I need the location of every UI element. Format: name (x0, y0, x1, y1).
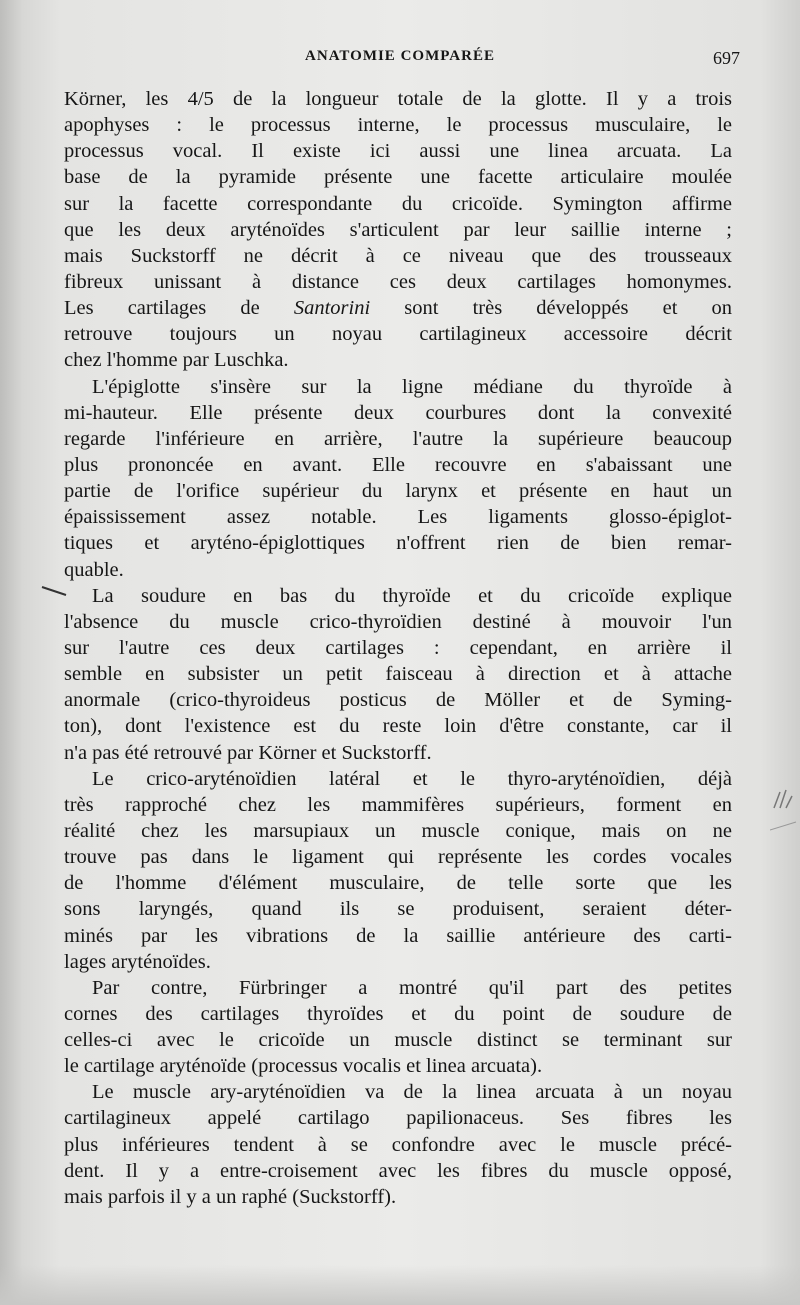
body-text (64, 86, 732, 1210)
text-line: regarde l'inférieure en arrière, l'autre la supérieure beaucoup (64, 427, 732, 450)
running-head (60, 48, 740, 72)
text-line: minés par les vibrations de la saillie antérieure des carti- (64, 924, 732, 947)
text-line: apophyses : le processus interne, le processus musculaire, le (64, 114, 732, 137)
pencil-mark-icon (40, 583, 70, 599)
text-line: épaississement assez notable. Les ligaments glosso-épiglot- (64, 506, 732, 529)
running-title: ANATOMIE COMPARÉE (305, 48, 495, 64)
text-line: sur l'autre ces deux cartilages : cependant, en arrière il (64, 636, 732, 659)
text-line: mi-hauteur. Elle présente deux courbures dont la convexité (64, 401, 732, 424)
text-line: dent. Il y a entre-croisement avec les fibres du muscle opposé, (64, 1159, 732, 1182)
text-line: processus vocal. Il existe ici aussi une linea arcuata. La (64, 140, 732, 163)
text-line: le cartilage aryténoïde (processus vocalis et linea arcuata). (64, 1055, 543, 1078)
text-line: ton), dont l'existence est du reste loin d'être constante, car il (64, 715, 732, 738)
text-segment: Les cartilages de (64, 297, 260, 320)
text-line-santorini (64, 295, 732, 321)
text-line: fibreux unissant à distance ces deux cartilages homonymes. (64, 270, 732, 293)
italic-name-santorini: Santorini (293, 297, 371, 320)
page-bottom-shadow (0, 1265, 800, 1305)
page-number: 697 (713, 48, 740, 68)
paragraph-start: La soudure en bas du thyroïde et du cricoïde explique (92, 584, 732, 607)
paragraph-start: L'épiglotte s'insère sur la ligne médiane du thyroïde à (92, 375, 732, 398)
text-line: chez l'homme par Luschka. (64, 349, 289, 372)
text-line: très rapproché chez les mammifères supérieurs, forment en (64, 793, 732, 816)
paragraph-start: Le crico-aryténoïdien latéral et le thyro-aryténoïdien, déjà (92, 767, 732, 790)
text-line: de l'homme d'élément musculaire, de telle sorte que les (64, 872, 732, 895)
text-line: base de la pyramide présente une facette articulaire moulée (64, 166, 732, 189)
text-line: anormale (crico-thyroideus posticus de Möller et de Syming- (64, 689, 732, 712)
text-line: trouve pas dans le ligament qui représente les cordes vocales (64, 846, 732, 869)
text-line: semble en subsister un petit faisceau à direction et à attache (64, 663, 732, 686)
text-line: mais Suckstorff ne décrit à ce niveau que des trousseaux (64, 244, 732, 267)
text-line: mais parfois il y a un raphé (Suckstorff). (64, 1185, 397, 1208)
pencil-annotation-icon (770, 778, 798, 834)
text-line: tiques et aryténo-épiglottiques n'offrent rien de bien remar- (64, 532, 732, 555)
text-line: partie de l'orifice supérieur du larynx et présente en haut un (64, 480, 732, 503)
text-line: cornes des cartilages thyroïdes et du point de soudure de (64, 1002, 732, 1025)
text-line: l'absence du muscle crico-thyroïdien destiné à mouvoir l'un (64, 610, 732, 633)
text-segment: sont très développés et on (404, 297, 733, 320)
text-line: n'a pas été retrouvé par Körner et Suckstorff. (64, 741, 432, 764)
text-line: sons laryngés, quand ils se produisent, seraient déter- (64, 898, 732, 921)
paragraph-start: Le muscle ary-aryténoïdien va de la linea arcuata à un noyau (92, 1081, 732, 1104)
text-line: quable. (64, 558, 124, 581)
text-line: que les deux aryténoïdes s'articulent par leur saillie interne ; (64, 218, 732, 241)
text-line: cartilagineux appelé cartilago papilionaceus. Ses fibres les (64, 1107, 732, 1130)
text-line: retrouve toujours un noyau cartilagineux accessoire décrit (64, 323, 732, 346)
paragraph-start: Par contre, Fürbringer a montré qu'il part des petites (92, 976, 732, 999)
text-line: réalité chez les marsupiaux un muscle conique, mais on ne (64, 819, 732, 842)
text-line: plus inférieures tendent à se confondre avec le muscle précé- (64, 1133, 732, 1156)
text-line: plus prononcée en avant. Elle recouvre en s'abaissant une (64, 453, 732, 476)
text-line: Körner, les 4/5 de la longueur totale de la glotte. Il y a trois (64, 88, 732, 110)
text-line: lages aryténoïdes. (64, 950, 211, 973)
page-binding-shadow (0, 0, 22, 1305)
text-line: sur la facette correspondante du cricoïde. Symington affirme (64, 192, 732, 215)
text-line: celles-ci avec le cricoïde un muscle distinct se terminant sur (64, 1029, 732, 1052)
